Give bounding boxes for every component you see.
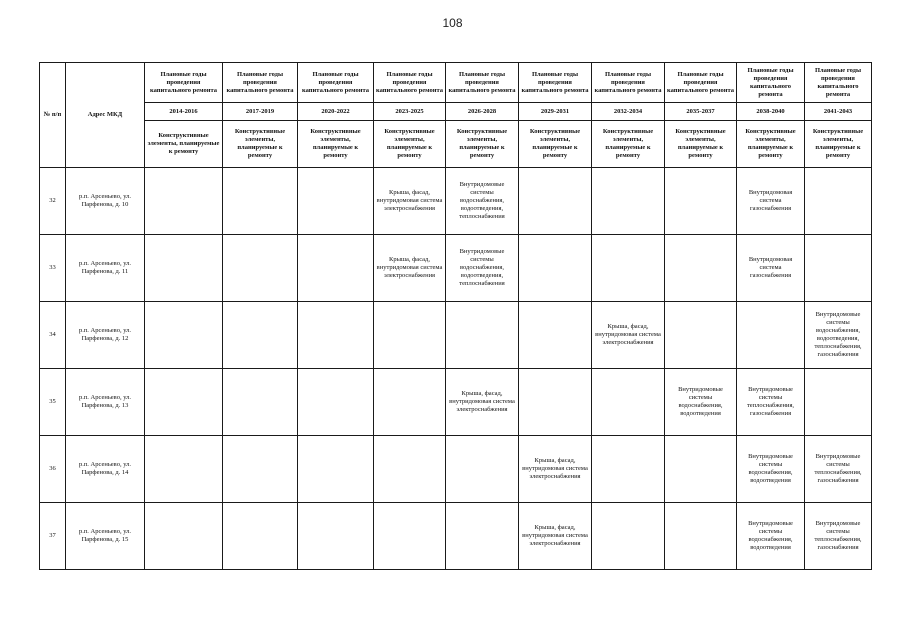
work-cell: Внутридомовая система газоснабжения: [737, 235, 805, 302]
table-header: [40, 63, 872, 168]
header-elements-cell: Конструктивные элементы, планируемые к ремонту: [737, 121, 805, 168]
work-cell: [223, 369, 298, 436]
work-cell: [374, 436, 446, 503]
work-cell: [374, 369, 446, 436]
work-cell: [592, 503, 665, 570]
work-cell: [665, 302, 737, 369]
work-cell: [223, 302, 298, 369]
row-number: 34: [40, 302, 66, 369]
work-cell: [223, 436, 298, 503]
work-cell: [145, 503, 223, 570]
header-years-cell: 2035-2037: [665, 103, 737, 121]
header-plan-cell: Плановые годы проведения капитального ремонта: [519, 63, 592, 103]
work-cell: [298, 235, 374, 302]
work-cell: [592, 369, 665, 436]
header-elements-cell: Конструктивные элементы, планируемые к ремонту: [374, 121, 446, 168]
work-cell: [145, 168, 223, 235]
work-cell: Крыша, фасад, внутридомовая система электроснабжения: [446, 369, 519, 436]
table-row: [40, 302, 872, 369]
work-cell: Внутридомовые системы водоснабжения, водоотведения: [737, 503, 805, 570]
capital-repair-plan-table: [39, 62, 872, 570]
header-plan-cell: Плановые годы проведения капитального ремонта: [223, 63, 298, 103]
header-years-cell: 2023-2025: [374, 103, 446, 121]
table-row: [40, 369, 872, 436]
work-cell: [374, 503, 446, 570]
work-cell: [145, 235, 223, 302]
row-number: 32: [40, 168, 66, 235]
header-elements-cell: Конструктивные элементы, планируемые к ремонту: [298, 121, 374, 168]
work-cell: Крыша, фасад, внутридомовая система электроснабжения: [592, 302, 665, 369]
work-cell: Крыша, фасад, внутридомовая система электроснабжения: [519, 503, 592, 570]
work-cell: [223, 235, 298, 302]
header-elements-cell: Конструктивные элементы, планируемые к ремонту: [223, 121, 298, 168]
row-address: р.п. Арсеньево, ул. Парфенова, д. 13: [66, 369, 145, 436]
header-row-years: [40, 103, 872, 121]
table-body: [40, 168, 872, 570]
header-address: Адрес МКД: [66, 63, 145, 168]
work-cell: [446, 503, 519, 570]
header-row-plan: [40, 63, 872, 103]
work-cell: [298, 503, 374, 570]
work-cell: Внутридомовые системы теплоснабжения, газоснабжения: [805, 436, 872, 503]
header-plan-cell: Плановые годы проведения капитального ремонта: [737, 63, 805, 103]
work-cell: [223, 168, 298, 235]
work-cell: [805, 168, 872, 235]
work-cell: Крыша, фасад, внутридомовая система электроснабжения: [374, 235, 446, 302]
header-years-cell: 2026-2028: [446, 103, 519, 121]
work-cell: [223, 503, 298, 570]
header-plan-cell: Плановые годы проведения капитального ремонта: [592, 63, 665, 103]
work-cell: [665, 503, 737, 570]
table-row: [40, 235, 872, 302]
header-elements-cell: Конструктивные элементы, планируемые к ремонту: [665, 121, 737, 168]
work-cell: [519, 168, 592, 235]
row-address: р.п. Арсеньево, ул. Парфенова, д. 10: [66, 168, 145, 235]
header-elements-cell: Конструктивные элементы, планируемые к ремонту: [519, 121, 592, 168]
work-cell: [145, 302, 223, 369]
header-years-cell: 2029-2031: [519, 103, 592, 121]
table-row: [40, 168, 872, 235]
table-row: [40, 503, 872, 570]
work-cell: [374, 302, 446, 369]
work-cell: [446, 436, 519, 503]
work-cell: Внутридомовые системы водоснабжения, водоотведения, теплоснабжения, газоснабжения: [805, 302, 872, 369]
header-years-cell: 2041-2043: [805, 103, 872, 121]
header-elements-cell: Конструктивные элементы, планируемые к ремонту: [805, 121, 872, 168]
work-cell: [145, 436, 223, 503]
header-elements-cell: Конструктивные элементы, планируемые к ремонту: [145, 121, 223, 168]
row-address: р.п. Арсеньево, ул. Парфенова, д. 11: [66, 235, 145, 302]
work-cell: [519, 235, 592, 302]
work-cell: Внутридомовые системы теплоснабжения, газоснабжения: [737, 369, 805, 436]
work-cell: [737, 302, 805, 369]
header-years-cell: 2017-2019: [223, 103, 298, 121]
header-elements-cell: Конструктивные элементы, планируемые к ремонту: [446, 121, 519, 168]
header-plan-cell: Плановые годы проведения капитального ремонта: [665, 63, 737, 103]
row-address: р.п. Арсеньево, ул. Парфенова, д. 15: [66, 503, 145, 570]
work-cell: [805, 369, 872, 436]
row-number: 37: [40, 503, 66, 570]
header-years-cell: 2032-2034: [592, 103, 665, 121]
work-cell: [665, 168, 737, 235]
header-years-cell: 2038-2040: [737, 103, 805, 121]
header-plan-cell: Плановые годы проведения капитального ремонта: [446, 63, 519, 103]
row-number: 35: [40, 369, 66, 436]
header-years-cell: 2014-2016: [145, 103, 223, 121]
row-address: р.п. Арсеньево, ул. Парфенова, д. 12: [66, 302, 145, 369]
work-cell: [665, 235, 737, 302]
row-address: р.п. Арсеньево, ул. Парфенова, д. 14: [66, 436, 145, 503]
work-cell: [592, 436, 665, 503]
work-cell: [592, 235, 665, 302]
work-cell: [805, 235, 872, 302]
work-cell: [298, 168, 374, 235]
header-row-elements: [40, 121, 872, 168]
header-plan-cell: Плановые годы проведения капитального ремонта: [145, 63, 223, 103]
table-row: [40, 436, 872, 503]
header-elements-cell: Конструктивные элементы, планируемые к ремонту: [592, 121, 665, 168]
header-plan-cell: Плановые годы проведения капитального ремонта: [374, 63, 446, 103]
page-number: 108: [442, 16, 463, 30]
work-cell: [298, 436, 374, 503]
work-cell: [519, 369, 592, 436]
work-cell: Внутридомовые системы водоснабжения, водоотведения: [665, 369, 737, 436]
header-num: № п/п: [40, 63, 66, 168]
header-plan-cell: Плановые годы проведения капитального ремонта: [805, 63, 872, 103]
row-number: 36: [40, 436, 66, 503]
work-cell: [298, 369, 374, 436]
work-cell: Внутридомовые системы водоснабжения, водоотведения, теплоснабжения: [446, 235, 519, 302]
work-cell: Крыша, фасад, внутридомовая система электроснабжения: [374, 168, 446, 235]
work-cell: [446, 302, 519, 369]
work-cell: [592, 168, 665, 235]
work-cell: [665, 436, 737, 503]
work-cell: [298, 302, 374, 369]
work-cell: Внутридомовые системы водоснабжения, водоотведения, теплоснабжения: [446, 168, 519, 235]
work-cell: [145, 369, 223, 436]
work-cell: Внутридомовые системы теплоснабжения, газоснабжения: [805, 503, 872, 570]
work-cell: Внутридомовая система газоснабжения: [737, 168, 805, 235]
work-cell: Крыша, фасад, внутридомовая система электроснабжения: [519, 436, 592, 503]
header-years-cell: 2020-2022: [298, 103, 374, 121]
header-plan-cell: Плановые годы проведения капитального ремонта: [298, 63, 374, 103]
work-cell: Внутридомовые системы водоснабжения, водоотведения: [737, 436, 805, 503]
row-number: 33: [40, 235, 66, 302]
work-cell: [519, 302, 592, 369]
